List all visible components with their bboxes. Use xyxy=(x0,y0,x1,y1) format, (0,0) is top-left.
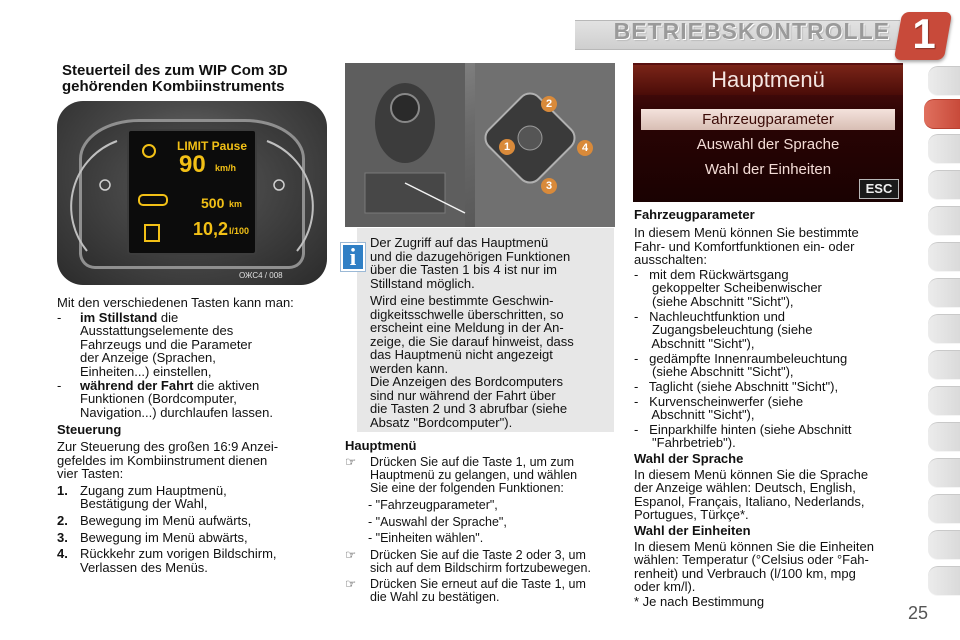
dash-consumption: 10,2 xyxy=(193,219,229,239)
list-item: Abschnitt "Sicht"), xyxy=(634,407,755,422)
bullet-text: Ausstattungselemente des xyxy=(80,323,234,338)
bullet-rest: die aktiven xyxy=(193,378,260,393)
info-line: erscheint eine Meldung in der An- xyxy=(370,320,564,335)
page-title: BETRIEBSKONTROLLE xyxy=(613,18,890,44)
body-text: vier Tasten: xyxy=(57,466,124,481)
info-line: Die Anzeigen des Bordcomputers xyxy=(370,374,563,389)
list-item: gekoppelter Scheibenwischer xyxy=(634,280,822,295)
body-text: Espanol, Français, Italiano, Nederlands, xyxy=(634,494,865,509)
list-item: Bewegung im Menü abwärts, xyxy=(80,530,248,545)
side-tab[interactable] xyxy=(928,66,960,96)
side-tabs xyxy=(928,66,960,606)
menu-item-wahl-einheiten[interactable]: Wahl der Einheiten xyxy=(704,161,832,178)
instruction-line: die Wahl zu bestätigen. xyxy=(370,590,500,604)
info-paragraph-3 xyxy=(370,375,610,429)
instruction-line: Drücken Sie auf die Taste 1, um zum xyxy=(370,455,575,469)
bullet-text: Fahrzeugs und die Parameter xyxy=(80,337,252,352)
menu-title: Hauptmenü xyxy=(633,65,903,95)
control-button-2[interactable]: 2 xyxy=(541,96,557,112)
bullet-rest: die xyxy=(157,310,179,325)
body-text: oder km/l). xyxy=(634,579,696,594)
instruction-line: Drücken Sie erneut auf die Taste 1, um xyxy=(370,577,586,591)
body-text: renheit) und Verbrauch (l/100 km, mpg xyxy=(634,566,856,581)
list-item: (siehe Abschnitt "Sicht"), xyxy=(634,364,794,379)
control-button-3[interactable]: 3 xyxy=(541,178,557,194)
info-line: sind nur während der Fahrt über xyxy=(370,387,556,403)
side-tab[interactable] xyxy=(928,566,960,596)
list-item: Rückkehr zum vorigen Bildschirm, xyxy=(80,546,277,561)
menu-item-fahrzeugparameter[interactable]: Fahrzeugparameter xyxy=(702,111,834,128)
side-tab[interactable] xyxy=(928,422,960,452)
list-item: Abschnitt "Sicht"), xyxy=(634,336,755,351)
list-item: Zugangsbeleuchtung (siehe xyxy=(634,322,813,337)
hand-pointer-icon: ☞ xyxy=(345,548,357,562)
info-paragraph-2 xyxy=(370,294,610,375)
body-text: Fahr- und Komfortfunktionen ein- oder xyxy=(634,239,855,254)
dash-warning-icons xyxy=(135,139,175,249)
body-text: gefeldes im Kombiinstrument dienen xyxy=(57,453,268,468)
side-tab[interactable] xyxy=(928,350,960,380)
info-line: digkeitsschwelle überschritten, so xyxy=(370,306,564,322)
body-text: der Anzeige wählen: Deutsch, English, xyxy=(634,480,856,495)
list-item: - Kurvenscheinwerfer (siehe xyxy=(634,394,804,409)
list-item: - Taglicht (siehe Abschnitt "Sicht"), xyxy=(634,379,839,394)
bullet-dash: - xyxy=(57,310,62,325)
bullet-text: Einheiten...) einstellen, xyxy=(80,364,212,379)
control-button-4[interactable]: 4 xyxy=(577,140,593,156)
side-tab[interactable] xyxy=(928,494,960,524)
list-number: 3. xyxy=(57,530,68,545)
side-tab[interactable] xyxy=(928,242,960,272)
dash-distance: 500 xyxy=(201,195,225,211)
page-number: 25 xyxy=(907,603,928,623)
menu-item-auswahl-sprache[interactable]: Auswahl der Sprache xyxy=(696,136,840,153)
bullet-bold: im Stillstand xyxy=(80,310,158,325)
info-line: das Hauptmenü nicht angezeigt xyxy=(370,347,553,362)
side-tab[interactable] xyxy=(928,206,960,236)
cluster-display xyxy=(127,129,257,255)
subheading-hauptmenu: Hauptmenü xyxy=(345,438,417,453)
hand-pointer-icon: ☞ xyxy=(345,455,357,469)
side-tab[interactable] xyxy=(928,458,960,488)
esc-button[interactable]: ESC xyxy=(859,179,899,199)
console-illustration xyxy=(345,63,615,227)
instruction-line: Hauptmenü zu gelangen, und wählen xyxy=(370,468,578,482)
side-tab[interactable] xyxy=(928,278,960,308)
list-number: 4. xyxy=(57,546,68,561)
subheading-fahrzeugparameter: Fahrzeugparameter xyxy=(634,207,755,222)
dash-image-code: ОЖС4 / 008 xyxy=(239,271,283,280)
bullet-text: Navigation...) durchlaufen lassen. xyxy=(80,405,273,420)
list-item: - Nachleuchtfunktion und xyxy=(634,309,786,324)
side-tab[interactable] xyxy=(928,170,960,200)
section-heading: Steuerteil des zum WIP Com 3D xyxy=(62,62,288,79)
info-line: Der Zugriff auf das Hauptmenü xyxy=(370,235,549,250)
sub-option: - "Fahrzeugparameter", xyxy=(368,498,498,512)
info-line: die Tasten 2 und 3 abrufbar (siehe xyxy=(370,401,568,416)
instrument-cluster-photo xyxy=(57,101,327,285)
dash-consumption-unit: l/100 xyxy=(229,226,250,236)
info-line: werden kann. xyxy=(370,360,449,376)
list-item: - mit dem Rückwärtsgang xyxy=(634,267,789,282)
list-number: 1. xyxy=(57,483,68,498)
chapter-number: 1 xyxy=(912,10,936,57)
instruction-line: Drücken Sie auf die Taste 2 oder 3, um xyxy=(370,548,586,562)
footnote: * Je nach Bestimmung xyxy=(634,594,765,609)
subheading-wahl-sprache: Wahl der Sprache xyxy=(634,451,744,466)
bullet-text: Funktionen (Bordcomputer, xyxy=(80,391,237,406)
body-text: In diesem Menü können Sie die Einheiten xyxy=(634,539,874,554)
instruction-line: Sie eine der folgenden Funktionen: xyxy=(370,481,564,495)
body-text: In diesem Menü können Sie die Sprache xyxy=(634,467,869,482)
dash-speed-unit: km/h xyxy=(215,163,237,173)
bullet-text: der Anzeige (Sprachen, xyxy=(80,350,216,365)
side-tab[interactable] xyxy=(928,386,960,416)
body-text: Zur Steuerung des großen 16:9 Anzei- xyxy=(57,439,279,454)
info-line: und die dazugehörigen Funktionen xyxy=(370,248,571,264)
instruction-line: sich auf dem Bildschirm fortzubewegen. xyxy=(370,561,591,575)
list-item: "Fahrbetrieb"). xyxy=(634,435,736,450)
body-text: Portugues, Türkçe*. xyxy=(634,507,749,522)
list-item: Bestätigung der Wahl, xyxy=(80,496,208,511)
section-heading: gehörenden Kombiinstruments xyxy=(62,78,285,95)
list-item: (siehe Abschnitt "Sicht"), xyxy=(634,294,794,309)
list-item: - gedämpfte Innenraumbeleuchtung xyxy=(634,351,848,366)
info-icon: i xyxy=(341,243,365,271)
dash-limit-text: LIMIT Pause xyxy=(177,139,248,153)
body-text: wählen: Temperatur (°Celsius oder °Fah- xyxy=(634,552,869,567)
list-item: Zugang zum Hauptmenü, xyxy=(80,483,227,498)
subheading-steuerung: Steuerung xyxy=(57,422,122,437)
bullet-dash: - xyxy=(57,378,62,393)
info-line: Wird eine bestimmte Geschwin- xyxy=(370,293,554,308)
dash-distance-unit: km xyxy=(229,199,243,209)
bullet-bold: während der Fahrt xyxy=(80,378,194,393)
main-menu-screen xyxy=(633,63,903,202)
hand-pointer-icon: ☞ xyxy=(345,577,357,591)
intro-text: Mit den verschiedenen Tasten kann man: xyxy=(57,295,294,310)
side-tab-active[interactable] xyxy=(924,99,960,129)
list-item: Verlassen des Menüs. xyxy=(80,560,208,575)
side-tab[interactable] xyxy=(928,314,960,344)
subheading-wahl-einheiten: Wahl der Einheiten xyxy=(634,523,751,538)
info-line: Absatz "Bordcomputer"). xyxy=(370,414,513,430)
sub-option: - "Einheiten wählen". xyxy=(368,531,484,545)
body-text: In diesem Menü können Sie bestimmte xyxy=(634,225,859,240)
steering-wheel-controls-photo xyxy=(345,63,615,227)
body-text: ausschalten: xyxy=(634,252,707,267)
control-button-1[interactable]: 1 xyxy=(499,139,515,155)
info-line: zeige, die Sie darauf hinweist, dass xyxy=(370,333,574,349)
side-tab[interactable] xyxy=(928,530,960,560)
sub-option: - "Auswahl der Sprache", xyxy=(368,515,507,529)
info-line: über die Tasten 1 bis 4 ist nur im xyxy=(370,262,557,277)
info-paragraph-1 xyxy=(370,236,610,290)
list-number: 2. xyxy=(57,513,68,528)
list-item: Bewegung im Menü aufwärts, xyxy=(80,513,252,528)
dash-speed: 90 xyxy=(179,151,206,178)
list-item: - Einparkhilfe hinten (siehe Abschnitt xyxy=(634,422,852,437)
info-line: Stillstand möglich. xyxy=(370,275,475,291)
side-tab[interactable] xyxy=(928,134,960,164)
